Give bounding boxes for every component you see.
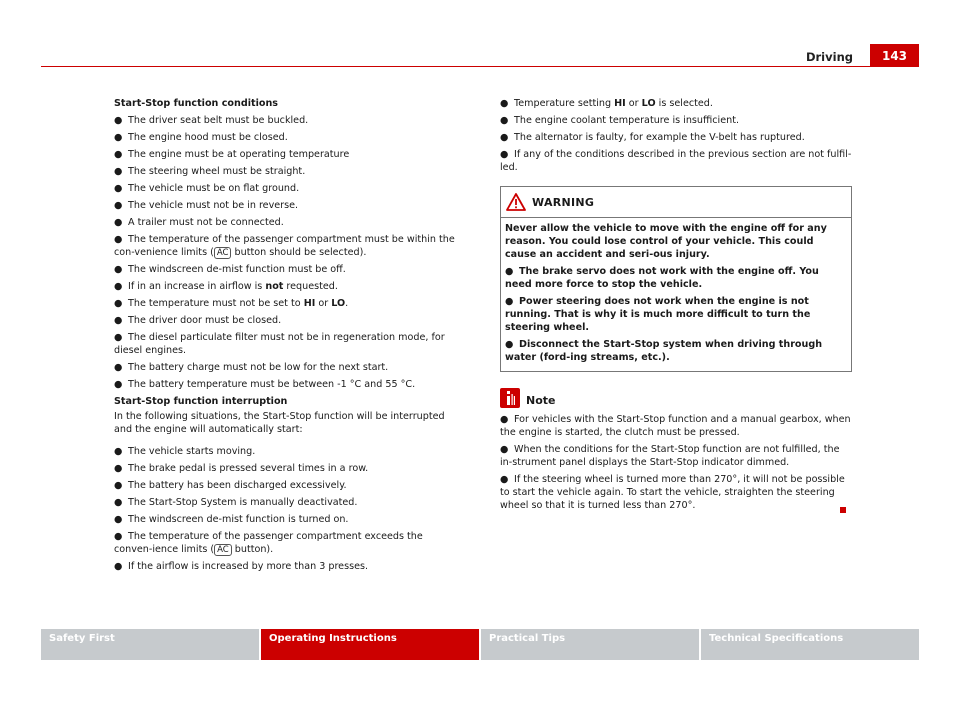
note-icon xyxy=(500,388,520,408)
list-item: ● The brake pedal is pressed several times in a row. xyxy=(114,463,369,474)
tab-technical-specifications[interactable]: Technical Specifications xyxy=(701,629,919,660)
list-item: ● The battery has been discharged excessively. xyxy=(114,480,347,491)
end-of-section-icon xyxy=(840,507,846,513)
right-column xyxy=(500,97,852,516)
list-item: ● The engine hood must be closed. xyxy=(114,132,288,143)
list-item: ● The steering wheel must be straight. xyxy=(114,166,306,177)
list-item: ● The engine coolant temperature is insufficient. xyxy=(500,115,740,126)
warning-box xyxy=(500,186,852,372)
note-header xyxy=(500,388,852,410)
list-item: ● If the steering wheel is turned more than 270°, it will not be possible to start the vehicle again. To start the vehicle, straighten the steering wheel so that it is turned less than 270°. xyxy=(500,474,845,511)
list-item: ● The battery charge must not be low for the next start. xyxy=(114,362,389,373)
list-item: ● The brake servo does not work with the engine off. You need more force to stop the vehicle. xyxy=(505,266,819,290)
list-item: ● Disconnect the Start-Stop system when driving through water (ford-ing streams, etc.). xyxy=(505,339,823,363)
list-item: ● Power steering does not work when the engine is not running. That is why it is much more difficult to turn the steering wheel. xyxy=(505,296,811,333)
ac-key-icon: AC xyxy=(214,247,232,259)
list-item: ● The battery temperature must be between -1 °C and 55 °C. xyxy=(114,379,416,390)
note-box xyxy=(500,388,852,512)
list-item: ● The temperature of the passenger compartment exceeds the conven-ience limits ( AC button). xyxy=(114,531,423,555)
footer-nav xyxy=(41,629,919,660)
page-header xyxy=(0,44,960,68)
list-item: ● If the airflow is increased by more than 3 presses. xyxy=(114,561,369,572)
page-number: 143 xyxy=(870,44,919,67)
section-title: Driving xyxy=(805,50,853,64)
list-item: ● The temperature must not be set to HI or LO. xyxy=(114,298,349,309)
list-item: ● The temperature of the passenger compartment must be within the con-venience limits ( AC button should be selected). xyxy=(114,234,455,258)
list-item: ● The windscreen de-mist function must be off. xyxy=(114,264,346,275)
list-item: ● The windscreen de-mist function is turned on. xyxy=(114,514,349,525)
list-item: ● The vehicle must be on flat ground. xyxy=(114,183,300,194)
list-item: ● For vehicles with the Start-Stop function and a manual gearbox, when the engine is started, the clutch must be pressed. xyxy=(500,414,851,438)
list-item: ● When the conditions for the Start-Stop function are not fulfilled, the in-strument panel displays the Start-Stop indicator dimmed. xyxy=(500,444,840,468)
list-item: ● A trailer must not be connected. xyxy=(114,217,284,228)
conditions-heading: Start-Stop function conditions xyxy=(114,98,278,109)
tab-safety-first[interactable]: Safety First xyxy=(41,629,259,660)
list-item: ● The alternator is faulty, for example the V-belt has ruptured. xyxy=(500,132,805,143)
warning-header xyxy=(501,187,851,218)
note-title: Note xyxy=(526,394,556,407)
tab-operating-instructions[interactable]: Operating Instructions xyxy=(261,629,479,660)
list-item: ● The diesel particulate filter must not be in regeneration mode, for diesel engines. xyxy=(114,332,445,356)
interruption-heading: Start-Stop function interruption xyxy=(114,396,288,407)
list-item: ● The vehicle starts moving. xyxy=(114,446,256,457)
interruption-intro: In the following situations, the Start-Stop function will be interrupted and the engine will automatically start: xyxy=(114,411,445,435)
list-item: ● If in an increase in airflow is not requested. xyxy=(114,281,338,292)
list-item: ● The driver seat belt must be buckled. xyxy=(114,115,309,126)
list-item: ● If any of the conditions described in the previous section are not fulfil-led. xyxy=(500,149,852,173)
warning-body xyxy=(501,218,851,371)
list-item: ● Temperature setting HI or LO is selected. xyxy=(500,98,713,109)
tab-practical-tips[interactable]: Practical Tips xyxy=(481,629,699,660)
warning-intro: Never allow the vehicle to move with the engine off for any reason. You could lose control of your vehicle. This could cause an accident and seri-ous injury. xyxy=(505,223,827,260)
list-item: ● The driver door must be closed. xyxy=(114,315,282,326)
warning-triangle-icon xyxy=(506,193,526,211)
header-rule xyxy=(41,66,919,67)
ac-key-icon: AC xyxy=(214,544,232,556)
left-column xyxy=(114,97,464,577)
list-item: ● The Start-Stop System is manually deactivated. xyxy=(114,497,358,508)
list-item: ● The vehicle must not be in reverse. xyxy=(114,200,299,211)
warning-title: WARNING xyxy=(532,196,595,209)
list-item: ● The engine must be at operating temperature xyxy=(114,149,350,160)
